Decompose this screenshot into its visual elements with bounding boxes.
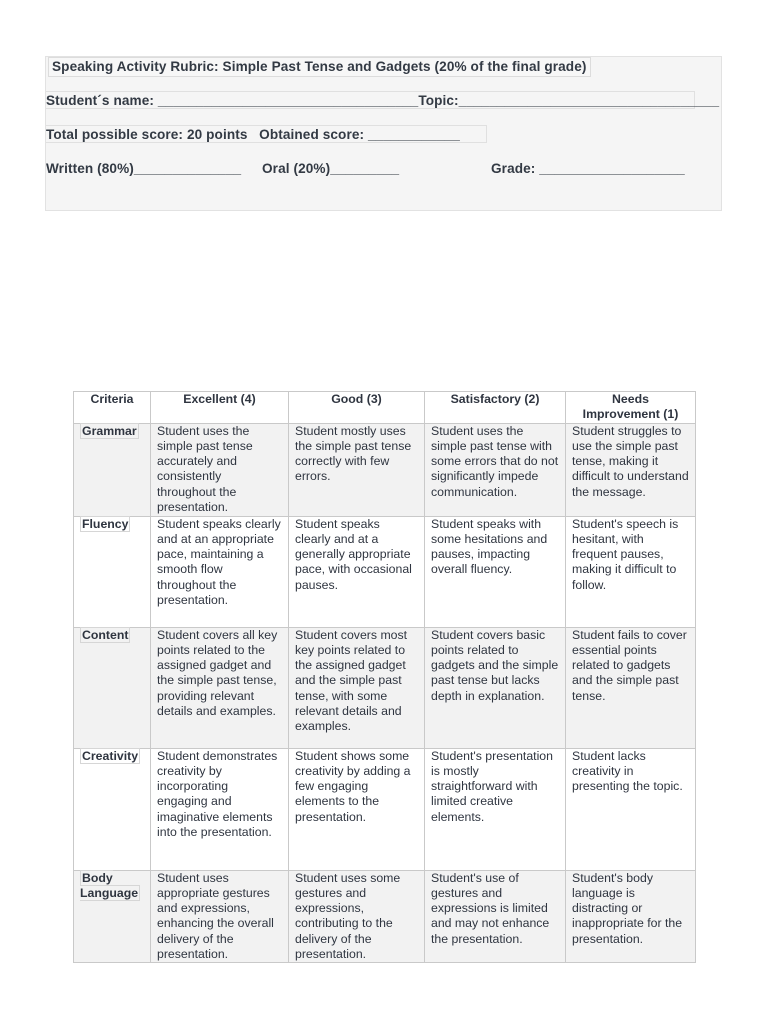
column-header-needs-improvement: Needs Improvement (1) xyxy=(566,392,696,424)
criteria-cell xyxy=(74,423,151,516)
table-row xyxy=(74,748,696,870)
good-cell: Student uses some gestures and expressions, contributing to the delivery of the presentation. xyxy=(289,870,425,963)
good-cell: Student covers most key points related to the assigned gadget and the simple past tense, with some relevant details and examples. xyxy=(289,627,425,748)
column-header-good: Good (3) xyxy=(289,392,425,424)
good-cell: Student speaks clearly and at a generally appropriate pace, with occasional pauses. xyxy=(289,516,425,627)
rubric-table xyxy=(73,391,696,963)
column-header-criteria: Criteria xyxy=(74,392,151,424)
grade-line xyxy=(46,160,685,250)
excellent-cell: Student covers all key points related to the assigned gadget and the simple past tense, providing relevant details and examples. xyxy=(151,627,289,748)
written-field: Written (80%)______________ xyxy=(46,161,242,176)
excellent-cell: Student demonstrates creativity by incorporating engaging and imaginative elements into the presentation. xyxy=(151,748,289,870)
student-name-topic-line: Student´s name: __________________________________Topic:__________________________________ xyxy=(46,93,720,108)
needs-improvement-cell: Student's body language is distracting or inappropriate for the presentation. xyxy=(566,870,696,963)
needs-improvement-cell: Student's speech is hesitant, with frequent pauses, making it difficult to follow. xyxy=(566,516,696,627)
satisfactory-cell: Student's use of gestures and expressions is limited and may not enhance the presentation. xyxy=(425,870,566,963)
table-row xyxy=(74,423,696,516)
criteria-cell xyxy=(74,748,151,870)
satisfactory-cell: Student uses the simple past tense with some errors that do not significantly impede communication. xyxy=(425,423,566,516)
needs-improvement-cell: Student lacks creativity in presenting the topic. xyxy=(566,748,696,870)
needs-improvement-cell: Student struggles to use the simple past tense, making it difficult to understand the message. xyxy=(566,423,696,516)
criteria-label: Creativity xyxy=(82,748,139,763)
grade-field: Grade: ___________________ xyxy=(491,161,685,176)
excellent-cell: Student uses the simple past tense accurately and consistently throughout the presentation. xyxy=(151,423,289,516)
good-cell: Student shows some creativity by adding a few engaging elements to the presentation. xyxy=(289,748,425,870)
criteria-label: Grammar xyxy=(82,423,137,438)
criteria-label: Body Language xyxy=(80,870,139,900)
table-header-row xyxy=(74,392,696,424)
table-row xyxy=(74,516,696,627)
rubric-title: Speaking Activity Rubric: Simple Past Tense and Gadgets (20% of the final grade) xyxy=(48,57,591,77)
score-line: Total possible score: 20 points Obtained score: ____________ xyxy=(46,125,487,143)
table-row xyxy=(74,627,696,748)
criteria-cell xyxy=(74,627,151,748)
satisfactory-cell: Student speaks with some hesitations and pauses, impacting overall fluency. xyxy=(425,516,566,627)
excellent-cell: Student uses appropriate gestures and expressions, enhancing the overall delivery of the presentation. xyxy=(151,870,289,963)
good-cell: Student mostly uses the simple past tense correctly with few errors. xyxy=(289,423,425,516)
table-row xyxy=(74,870,696,963)
column-header-excellent: Excellent (4) xyxy=(151,392,289,424)
column-header-satisfactory: Satisfactory (2) xyxy=(425,392,566,424)
excellent-cell: Student speaks clearly and at an appropriate pace, maintaining a smooth flow throughout the presentation. xyxy=(151,516,289,627)
header-box xyxy=(45,56,722,211)
criteria-cell xyxy=(74,870,151,963)
needs-improvement-cell: Student fails to cover essential points related to gadgets and the simple past tense. xyxy=(566,627,696,748)
criteria-cell xyxy=(74,516,151,627)
oral-field: Oral (20%)_________ xyxy=(262,161,400,176)
satisfactory-cell: Student covers basic points related to gadgets and the simple past tense but lacks depth in explanation. xyxy=(425,627,566,748)
satisfactory-cell: Student's presentation is mostly straightforward with limited creative elements. xyxy=(425,748,566,870)
criteria-label: Content xyxy=(82,627,129,642)
criteria-label: Fluency xyxy=(82,516,129,531)
